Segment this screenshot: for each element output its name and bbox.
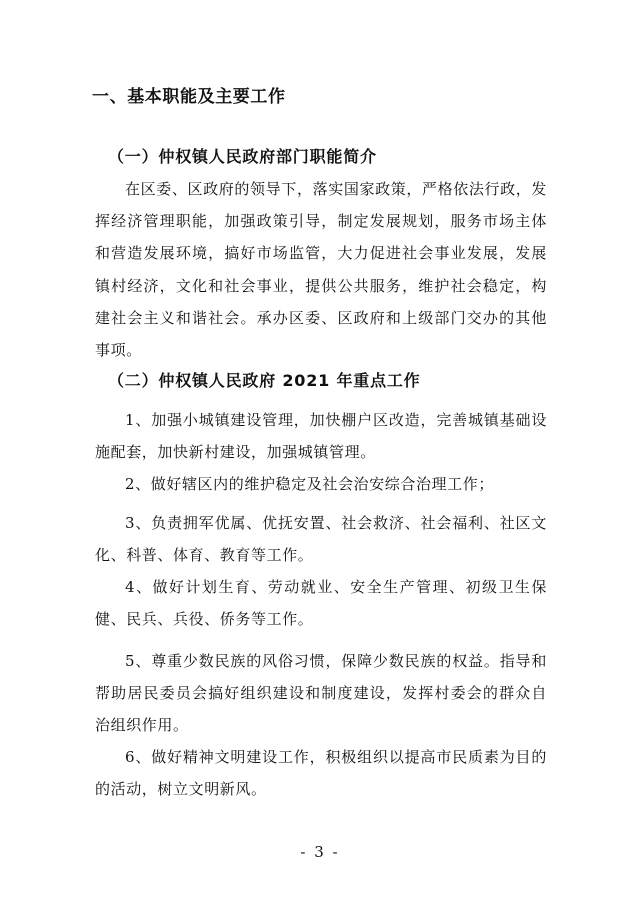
key-work-item-6: 6、做好精神文明建设工作，积极组织以提高市民质素为目的的活动，树立文明新风。 [95,748,547,799]
section-heading: 一、基本职能及主要工作 [92,87,286,107]
subsection-heading-functions: （一）仲权镇人民政府部门职能简介 [108,147,377,166]
key-work-item-4: 4、做好计划生育、劳动就业、安全生产管理、初级卫生保健、民兵、兵役、侨务等工作。 [95,578,547,629]
subsection-heading-key-work: （二）仲权镇人民政府 2021 年重点工作 [108,371,421,390]
key-work-item-5: 5、尊重少数民族的风俗习惯，保障少数民族的权益。指导和帮助居民委员会搞好组织建设和制度建设，发挥村委会的群众自治组织作用。 [95,652,547,735]
key-work-item-1: 1、加强小城镇建设管理，加快棚户区改造，完善城镇基础设施配套，加快新村建设，加强城镇管理。 [95,411,547,462]
key-work-item-3: 3、负责拥军优属、优抚安置、社会救济、社会福利、社区文化、科普、体育、教育等工作。 [95,514,547,565]
functions-paragraph: 在区委、区政府的领导下，落实国家政策，严格依法行政，发挥经济管理职能，加强政策引导，制定发展规划，服务市场主体和营造发展环境，搞好市场监管，大力促进社会事业发展，发展镇村经济，文化和社会事业，提供公共服务，维护社会稳定，构建社会主义和谐社会。承办区委、区政府和上级部门交办的其他事项。 [95,180,547,360]
page-number: - 3 - [300,843,340,861]
key-work-item-2: 2、做好辖区内的维护稳定及社会治安综合治理工作； [125,475,494,493]
